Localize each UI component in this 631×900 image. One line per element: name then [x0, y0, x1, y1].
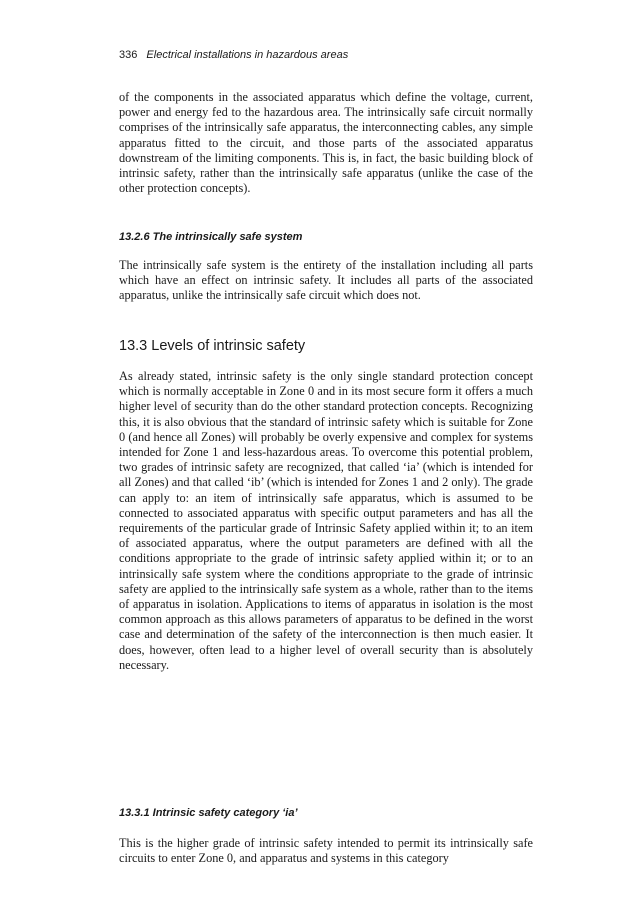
- book-title: Electrical installations in hazardous areas: [146, 49, 349, 61]
- heading-13-2-6: 13.2.6 The intrinsically safe system: [119, 231, 303, 243]
- running-header: [119, 49, 348, 61]
- heading-13-3-1: 13.3.1 Intrinsic safety category ‘ia’: [119, 807, 298, 819]
- paragraph-is-system: The intrinsically safe system is the entirety of the installation including all parts which have an effect on intrinsic safety. It includes all parts of the associated apparatus, unlike the intrinsically safe circuit which does not.: [119, 258, 533, 303]
- paragraph-is-circuit-continued: of the components in the associated apparatus which define the voltage, current, power and energy fed to the hazardous area. The intrinsically safe circuit normally comprises of the intrinsically safe apparatus, the interconnecting cables, any simple apparatus fitted to the circuit, and those parts of the associated apparatus downstream of the limiting components. This is, in fact, the basic building block of intrinsic safety, rather than the intrinsically safe apparatus (unlike the case of the other protection concepts).: [119, 90, 533, 196]
- heading-13-3: 13.3 Levels of intrinsic safety: [119, 338, 306, 354]
- paragraph-levels-of-is: As already stated, intrinsic safety is the only single standard protection concept which is normally acceptable in Zone 0 and in its most secure form it offers a much higher level of security than do the other standard protection concepts. Recognizing this, it is also obvious that the standard of intrinsic safety which is suitable for Zone 0 (and hence all Zones) will probably be overly expensive and complex for systems intended for Zone 1 and less-hazardous areas. To overcome this potential problem, two grades of intrinsic safety are recognized, that called ‘ia’ (which is intended for all Zones) and that called ‘ib’ (which is intended for Zones 1 and 2 only). The grade can apply to: an item of intrinsically safe apparatus, which is assumed to be connected to associated apparatus with specific output parameters and has all the requirements of the particular grade of Intrinsic Safety applied within it; to an item of associated apparatus, where the output parameters are defined with all the conditions appropriate to the grade of intrinsic safety applied within it; or to an intrinsically safe system where the conditions appropriate to the grade of intrinsic safety are applied to the intrinsically safe system as a whole, rather than to the items of apparatus in isolation. Applications to items of apparatus in isolation is the most common approach as this allows parameters of apparatus to be defined in the worst case and determination of the safety of the interconnection is then much easier. It does, however, often lead to a higher level of overall security than is absolutely necessary.: [119, 369, 533, 672]
- page-number: 336: [119, 49, 138, 61]
- paragraph-category-ia: This is the higher grade of intrinsic safety intended to permit its intrinsically safe circuits to enter Zone 0, and apparatus and systems in this category: [119, 836, 533, 866]
